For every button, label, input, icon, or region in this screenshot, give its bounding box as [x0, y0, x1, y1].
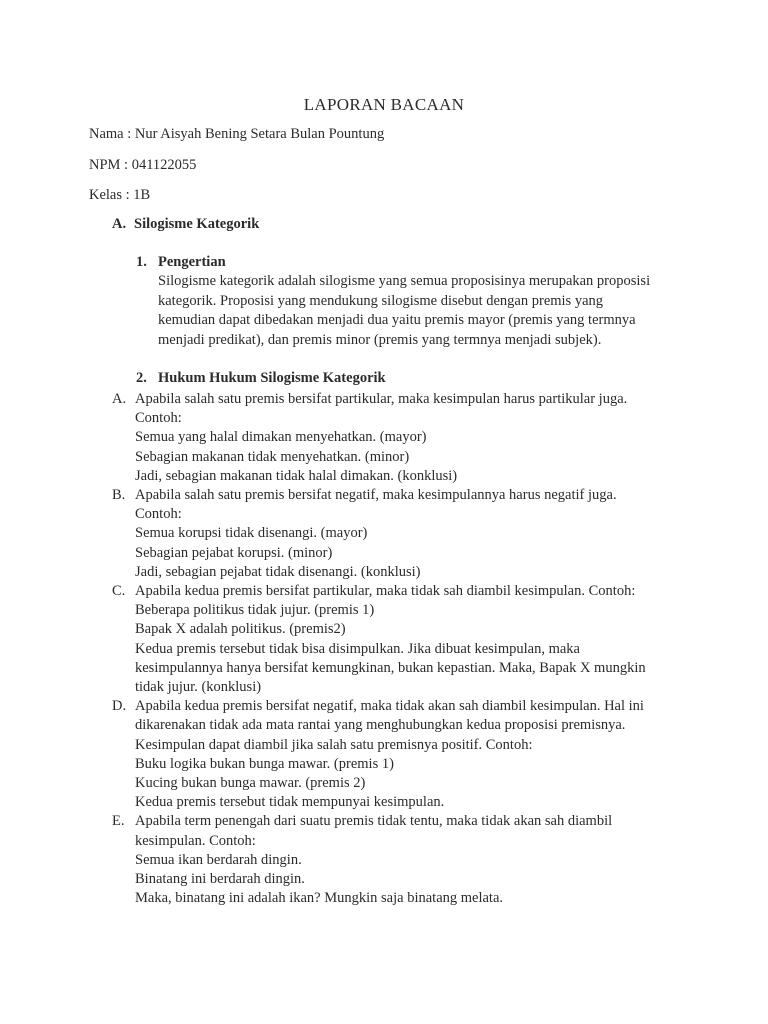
rules-list [112, 390, 672, 908]
rule-line: kesimpulan. Contoh: [135, 832, 256, 849]
rule-line: kesimpulannya hanya bersifat kemungkinan, bukan kepastian. Maka, Bapak X mungkin [135, 659, 646, 676]
rule-line: Apabila salah satu premis bersifat partikular, maka kesimpulan harus partikular juga. [135, 391, 628, 407]
rule-line: Apabila kedua premis bersifat partikular, maka tidak sah diambil kesimpulan. Contoh: [135, 583, 636, 600]
rule-item [112, 582, 672, 697]
paragraph-line: kategorik. Proposisi yang mendukung silogisme disebut dengan premis yang [158, 292, 604, 309]
rule-line: Semua ikan berdarah dingin. [135, 851, 302, 868]
paragraph-line: kemudian dapat dibedakan menjadi dua yaitu premis mayor (premis yang termnya [158, 312, 636, 329]
rule-letter: D. [112, 698, 127, 715]
section-a-marker: A. [112, 216, 127, 232]
rule-letter: B. [112, 487, 126, 504]
rule-line: Buku logika bukan bunga mawar. (premis 1) [135, 755, 394, 772]
rule-line: Apabila salah satu premis bersifat negatif, maka kesimpulannya harus negatif juga. [135, 487, 617, 504]
rule-line: Kedua premis tersebut tidak mempunyai kesimpulan. [135, 794, 445, 811]
rule-line: Apabila kedua premis bersifat negatif, maka tidak akan sah diambil kesimpulan. Hal ini [135, 698, 644, 715]
rule-line: Semua yang halal dimakan menyehatkan. (mayor) [135, 429, 427, 446]
rule-line: Apabila term penengah dari suatu premis tidak tentu, maka tidak akan sah diambil [135, 813, 613, 830]
rule-item [112, 390, 672, 486]
rule-line: Contoh: [135, 410, 182, 427]
rule-item [112, 486, 672, 582]
rule-line: tidak jujur. (konklusi) [135, 679, 262, 696]
rule-line: Kedua premis tersebut tidak bisa disimpulkan. Jika dibuat kesimpulan, maka [135, 640, 580, 657]
subsection-1-heading [136, 254, 226, 271]
rule-line: dikarenakan tidak ada mata rantai yang menghubungkan kedua proposisi premisnya. [135, 717, 626, 734]
paragraph-line: menjadi predikat), dan premis minor (premis yang termnya menjadi subjek). [158, 332, 602, 349]
rule-line: Binatang ini berdarah dingin. [135, 871, 305, 888]
rule-letter: A. [112, 391, 127, 407]
document-title: LAPORAN BACAAN [303, 95, 465, 114]
rule-line: Kucing bukan bunga mawar. (premis 2) [135, 775, 366, 792]
student-npm: NPM : 041122055 [89, 157, 197, 173]
subsection-2-heading [136, 370, 386, 387]
subsection-1-marker: 1. [136, 254, 147, 270]
section-a-title: Silogisme Kategorik [134, 216, 260, 232]
definition-paragraph [158, 272, 678, 351]
student-name: Nama : Nur Aisyah Bening Setara Bulan Pountung [89, 126, 385, 142]
rule-line: Contoh: [135, 506, 182, 523]
section-a-heading [112, 216, 259, 233]
rule-line: Kesimpulan dapat diambil jika salah satu premisnya positif. Contoh: [135, 736, 533, 753]
rule-line: Maka, binatang ini adalah ikan? Mungkin saja binatang melata. [135, 890, 504, 907]
rule-line: Semua korupsi tidak disenangi. (mayor) [135, 525, 368, 542]
paragraph-line: Silogisme kategorik adalah silogisme yang semua proposisinya merupakan proposisi [158, 273, 651, 289]
rule-line: Beberapa politikus tidak jujur. (premis 1) [135, 602, 375, 619]
rule-line: Jadi, sebagian makanan tidak halal dimakan. (konklusi) [135, 467, 458, 484]
subsection-2-title: Hukum Hukum Silogisme Kategorik [158, 370, 386, 386]
rule-item [112, 697, 672, 812]
rule-item [112, 812, 672, 908]
student-class: Kelas : 1B [89, 187, 151, 203]
rule-letter: C. [112, 583, 126, 600]
rule-line: Jadi, sebagian pejabat tidak disenangi. (konklusi) [135, 563, 421, 580]
subsection-2-marker: 2. [136, 370, 147, 386]
rule-letter: E. [112, 813, 125, 830]
subsection-1-title: Pengertian [158, 254, 226, 270]
rule-line: Sebagian pejabat korupsi. (minor) [135, 544, 333, 561]
rule-line: Sebagian makanan tidak menyehatkan. (minor) [135, 448, 410, 465]
rule-line: Bapak X adalah politikus. (premis2) [135, 621, 346, 638]
